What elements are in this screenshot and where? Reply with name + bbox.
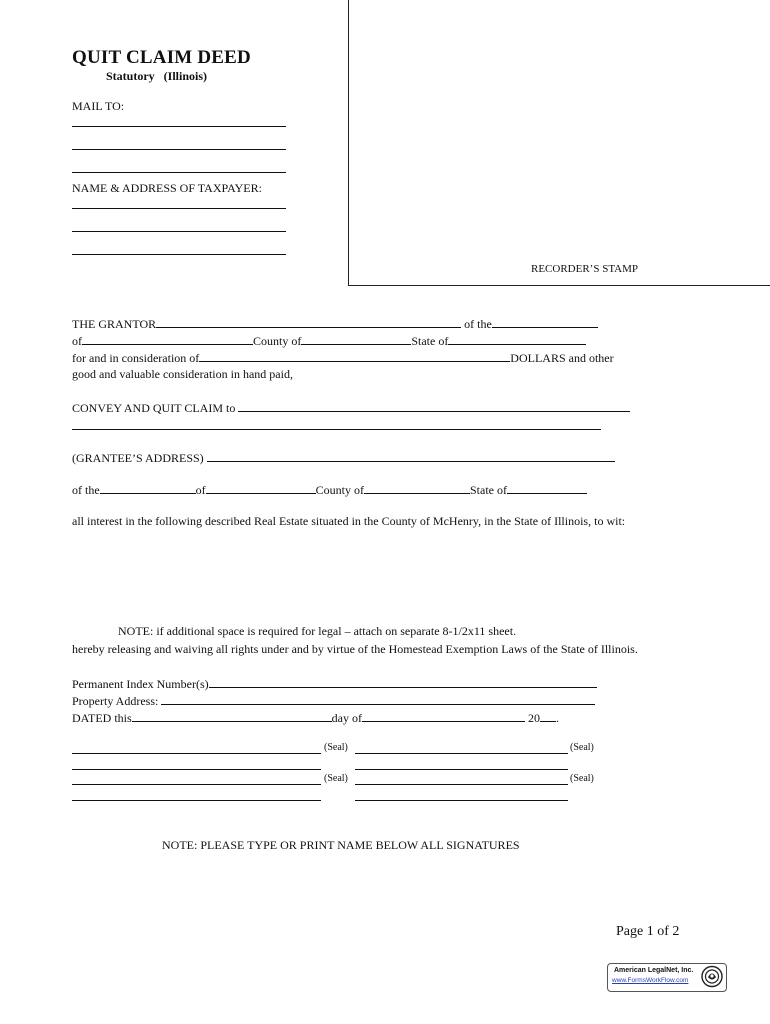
mail-to-line-3[interactable] [72,172,286,173]
homestead-text: hereby releasing and waiving all rights under and by virtue of the Homestead Exemption Laws of the State of Illinois. [72,642,638,656]
pin-label: Permanent Index Number(s) [72,677,209,691]
grantee-state-field[interactable] [507,482,587,494]
dated-day-field[interactable] [132,710,332,722]
signature-line-3[interactable] [72,784,321,785]
county-of-text: County of [253,334,302,348]
seal-label-2: (Seal) [570,742,594,753]
of-the-text: of the [464,317,492,331]
grantor-of-field[interactable] [82,333,253,345]
dated-month-field[interactable] [362,710,525,722]
pin-field[interactable] [209,676,597,688]
publisher-logo [607,963,727,992]
grantee-address-field[interactable] [207,450,615,462]
dated-year-field[interactable] [540,710,556,722]
taxpayer-label: NAME & ADDRESS OF TAXPAYER: [72,181,262,195]
consideration-line [72,350,614,366]
consideration-amount-field[interactable] [199,350,510,362]
mail-to-label: MAIL TO: [72,99,125,113]
dollars-text: DOLLARS and other [510,351,614,365]
page-number: Page 1 of 2 [616,924,680,939]
of-text-2: of [195,483,206,497]
printed-name-line-4[interactable] [355,800,568,801]
publisher-emblem-icon [701,965,723,988]
year-suffix: . [556,711,559,725]
property-address-field[interactable] [161,693,595,705]
grantee-address-line [72,450,615,466]
signature-line-2[interactable] [355,753,568,754]
grantor-line [72,316,598,332]
state-of-text: State of [411,334,449,348]
day-of-text: day of [331,711,362,725]
grantee-address-label: (GRANTEE’S ADDRESS) [72,451,204,465]
taxpayer-line-1[interactable] [72,208,286,209]
printed-name-line-1[interactable] [72,769,321,770]
grantee-location-line [72,482,587,498]
property-address-label: Property Address: [72,694,159,708]
of-text: of [72,334,82,348]
grantor-state-field[interactable] [448,333,586,345]
dated-line [72,710,559,726]
document-subtitle: Statutory (Illinois) [106,69,208,83]
signature-line-1[interactable] [72,753,321,754]
seal-label-3: (Seal) [324,773,348,784]
seal-label-1: (Seal) [324,742,348,753]
stamp-box-left-border [348,0,349,286]
grantee-of-the-field[interactable] [100,482,196,494]
printed-name-line-3[interactable] [72,800,321,801]
publisher-url[interactable]: www.FormsWorkFlow.com [612,977,689,984]
grantee-name-field-2[interactable] [72,429,601,430]
state-of-text-2: State of [470,483,507,497]
recorder-stamp-label: RECORDER’S STAMP [531,263,639,275]
grantor-label: THE GRANTOR [72,317,157,331]
taxpayer-line-2[interactable] [72,231,286,232]
grantee-name-field[interactable] [238,400,630,412]
seal-label-4: (Seal) [570,773,594,784]
grantor-county-line [72,333,586,349]
stamp-box-bottom-border [348,285,770,286]
dated-label: DATED this [72,711,132,725]
document-title: QUIT CLAIM DEED [72,47,251,68]
legal-note: NOTE: if additional space is required for legal – attach on separate 8-1/2x11 sheet. [118,624,517,638]
mail-to-line-1[interactable] [72,126,286,127]
convey-label: CONVEY AND QUIT CLAIM to [72,401,236,415]
consideration-text: for and in consideration of [72,351,200,365]
print-name-note: NOTE: PLEASE TYPE OR PRINT NAME BELOW ALL SIGNATURES [162,838,520,852]
publisher-name: American LegalNet, Inc. [614,967,694,974]
mail-to-line-2[interactable] [72,149,286,150]
property-address-line [72,693,595,709]
convey-line [72,400,630,416]
grantee-of-field[interactable] [206,482,316,494]
county-of-text-2: County of [315,483,364,497]
taxpayer-line-3[interactable] [72,254,286,255]
year-prefix: 20 [528,711,540,725]
grantor-name-field[interactable] [156,316,461,328]
good-valuable-text: good and valuable consideration in hand paid, [72,367,293,381]
signature-line-4[interactable] [355,784,568,785]
real-estate-text: all interest in the following described Real Estate situated in the County of McHenry, in the State of Illinois, to wit: [72,514,626,528]
pin-line [72,676,597,692]
grantee-county-field[interactable] [364,482,470,494]
printed-name-line-2[interactable] [355,769,568,770]
grantor-county-field[interactable] [301,333,411,345]
of-the-text-2: of the [72,483,100,497]
grantor-of-the-field[interactable] [492,316,598,328]
